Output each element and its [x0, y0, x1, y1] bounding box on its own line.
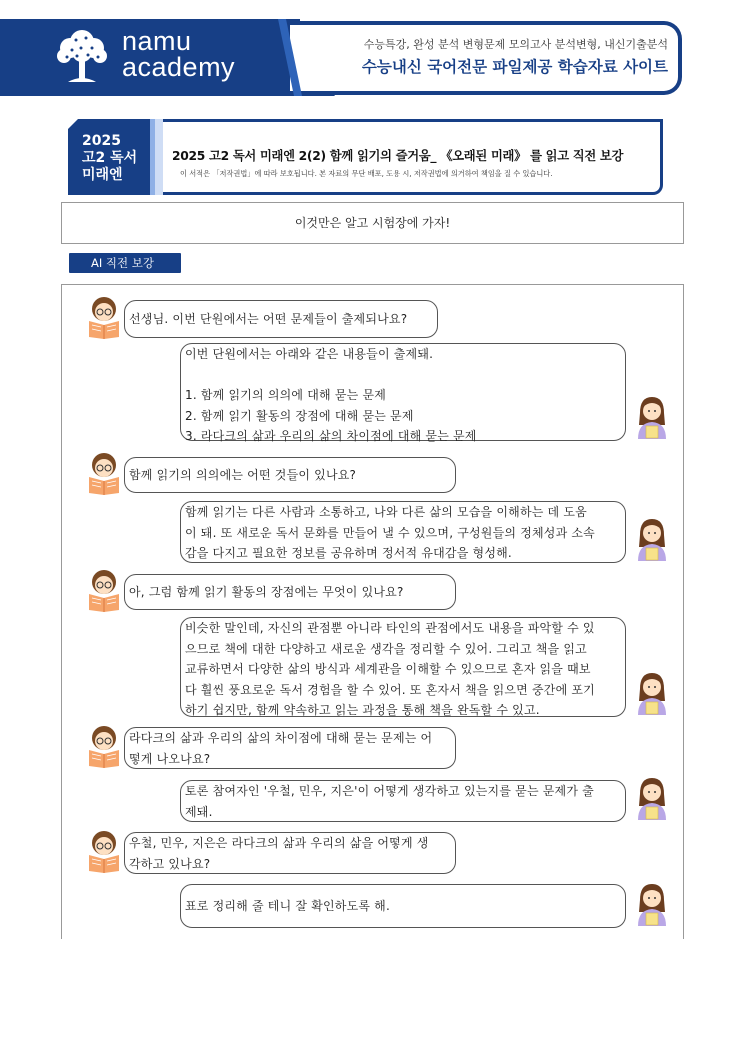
logo-wordmark: namu academy — [122, 26, 236, 82]
dialogue-line: 함께 읽기의 의의에는 어떤 것들이 있나요? — [129, 467, 357, 482]
dialogue-line: 교류하면서 다양한 삶의 방식과 세계관을 이해할 수 있으므로 혼자 읽을 때보 — [185, 662, 591, 676]
student-avatar-icon — [84, 295, 124, 339]
dialogue-line: 토론 참여자인 '우철, 민우, 지은'이 어떻게 생각하고 있는지를 묻는 문제가 출 — [185, 784, 594, 798]
dialogue-line: 함께 읽기는 다른 사람과 소통하고, 나와 다른 삶의 모습을 이해하는 데 도움 — [185, 505, 587, 519]
notice-box: 이것만은 알고 시험장에 가자! — [61, 202, 684, 244]
student-avatar-icon — [84, 451, 124, 495]
dialogue-line: 우철, 민우, 지은은 라다크의 삶과 우리의 삶을 어떻게 생 — [129, 836, 429, 850]
student-avatar-icon — [84, 829, 124, 873]
dialogue-line: 선생님. 이번 단원에서는 어떤 문제들이 출제되나요? — [129, 311, 408, 326]
student-speech-bubble — [124, 832, 456, 874]
teacher-avatar-icon — [632, 671, 672, 715]
dialogue-line: 다 훨씬 풍요로운 독서 경험을 할 수 있어. 또 혼자서 책을 읽으면 중간에 포기 — [185, 682, 595, 697]
title-stripe-light — [155, 119, 163, 195]
dialogue-line: 3. 라다크의 삶과 우리의 삶의 차이점에 대해 묻는 문제 — [185, 429, 477, 443]
teacher-avatar-icon — [632, 882, 672, 926]
dialogue-line: 아, 그럼 함께 읽기 활동의 장점에는 무엇이 있나요? — [129, 584, 404, 599]
teacher-avatar-icon — [632, 776, 672, 820]
dialogue-line — [185, 365, 621, 386]
teacher-speech-bubble — [180, 343, 626, 441]
dialogue-line: 으므로 책에 대한 다양하고 새로운 생각을 정리할 수 있어. 그리고 책을 읽고 — [185, 641, 587, 656]
teacher-speech-bubble — [180, 501, 626, 563]
title-badge-text: 2025 고2 독서 미래엔 — [82, 133, 138, 183]
student-speech-bubble — [124, 300, 438, 338]
student-speech-bubble — [124, 574, 456, 610]
student-speech-bubble — [124, 457, 456, 493]
section-tag: AI 직전 보강 — [69, 253, 181, 273]
dialogue-line: 떻게 나오나요? — [129, 751, 211, 766]
dialogue-line: 감을 다지고 필요한 정보를 공유하며 정서적 유대감을 형성해. — [185, 546, 512, 560]
dialogue-line: 2. 함께 읽기 활동의 장점에 대해 묻는 문제 — [185, 408, 414, 423]
dialogue-line: 라다크의 삶과 우리의 삶의 차이점에 대해 묻는 문제는 어 — [129, 731, 433, 745]
teacher-avatar-icon — [632, 517, 672, 561]
dialogue-line: 이번 단원에서는 아래와 같은 내용들이 출제돼. — [185, 347, 434, 361]
teacher-speech-bubble — [180, 884, 626, 928]
tree-logo-icon — [50, 24, 114, 88]
dialogue-line: 하기 쉽지만, 함께 약속하고 읽는 과정을 통해 책을 완독할 수 있고. — [185, 703, 540, 717]
header-site-title: 수능내신 국어전문 파일제공 학습자료 사이트 — [361, 58, 668, 76]
header-subtitle: 수능특강, 완성 분석 변형문제 모의고사 분석변형, 내신기출분석 — [363, 38, 668, 51]
teacher-speech-bubble — [180, 617, 626, 717]
copyright-note: 이 서적은 「저작권법」에 따라 보호됩니다. 본 자료의 무단 배포, 도용 시, 저작권법에 의거하여 책임을 질 수 있습니다. — [180, 169, 553, 178]
dialogue-line: 각하고 있나요? — [129, 856, 211, 871]
teacher-avatar-icon — [632, 395, 672, 439]
document-title: 2025 고2 독서 미래엔 2(2) 함께 읽기의 즐거움_ 《오래된 미래》 를 읽고 직전 보강 — [172, 149, 624, 163]
teacher-speech-bubble — [180, 780, 626, 822]
student-avatar-icon — [84, 568, 124, 612]
dialogue-line: 표로 정리해 줄 테니 잘 확인하도록 해. — [185, 898, 390, 913]
student-avatar-icon — [84, 724, 124, 768]
dialogue-line: 1. 함께 읽기의 의의에 대해 묻는 문제 — [185, 388, 387, 402]
student-speech-bubble — [124, 727, 456, 769]
dialogue-line: 제돼. — [185, 804, 213, 819]
dialogue-line: 비슷한 말인데, 자신의 관점뿐 아니라 타인의 관점에서도 내용을 파악할 수 있 — [185, 621, 595, 635]
dialogue-line: 이 돼. 또 새로운 독서 문화를 만들어 낼 수 있으며, 구성원들의 정체성과 소속 — [185, 525, 595, 540]
